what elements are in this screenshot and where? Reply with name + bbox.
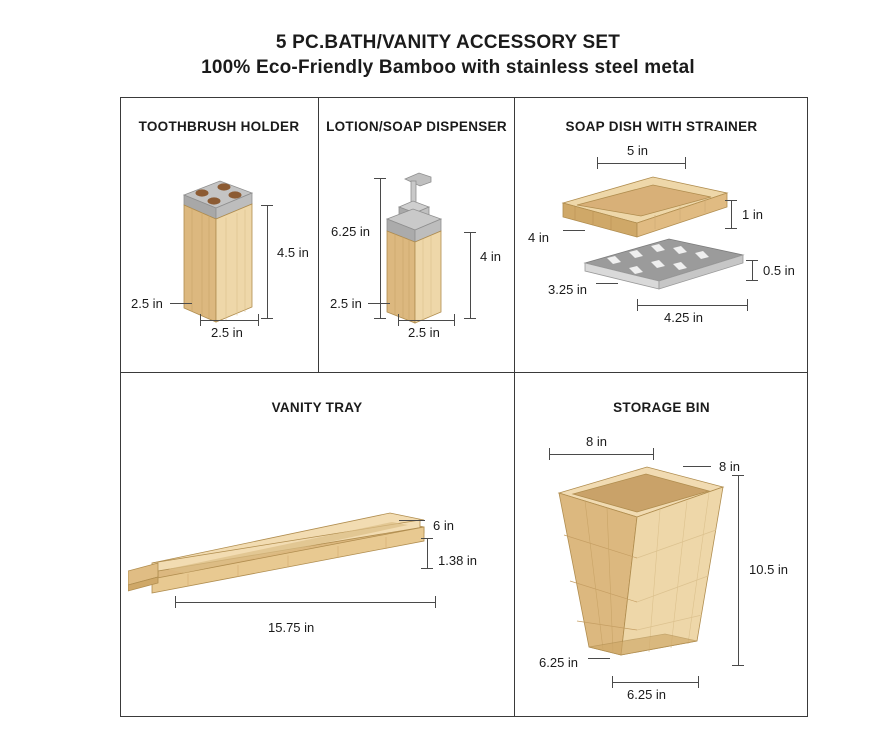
dim-line-tray-height bbox=[427, 538, 428, 568]
dim-line-toothbrush-height bbox=[267, 205, 268, 318]
dim-tick-toothbrush-width-right bbox=[258, 314, 259, 326]
dim-tick-lotion-total-bottom bbox=[374, 318, 386, 319]
dim-tick-lotion-width-right bbox=[454, 314, 455, 326]
dim-toothbrush-height: 4.5 in bbox=[277, 245, 309, 260]
dim-line-lotion-depth bbox=[368, 303, 390, 304]
title-block bbox=[0, 30, 896, 80]
dim-tick-toothbrush-height-top bbox=[261, 205, 273, 206]
dim-line-bin-top-depth bbox=[683, 466, 711, 467]
dim-bin-base-width: 6.25 in bbox=[627, 687, 667, 702]
dim-tray-width: 15.75 in bbox=[268, 620, 315, 635]
dim-strainer-width: 4.25 in bbox=[664, 310, 704, 325]
dim-line-tray-width bbox=[175, 602, 435, 603]
dim-tick-strainer-width-left bbox=[637, 299, 638, 311]
dim-tick-bin-base-width-left bbox=[612, 676, 613, 688]
dim-strainer-depth: 3.25 in bbox=[548, 282, 588, 297]
cell-label-toothbrush-holder: TOOTHBRUSH HOLDER bbox=[138, 119, 300, 134]
dim-soapdish-depth: 4 in bbox=[528, 230, 549, 245]
grid-divider-vertical-1 bbox=[318, 97, 319, 372]
dim-tick-strainer-height-bottom bbox=[746, 280, 758, 281]
dim-tick-soapdish-width-left bbox=[597, 157, 598, 169]
dim-tray-depth: 6 in bbox=[433, 518, 454, 533]
dim-lotion-total-height: 6.25 in bbox=[331, 224, 371, 239]
dim-toothbrush-depth: 2.5 in bbox=[131, 296, 163, 311]
cell-label-vanity-tray: VANITY TRAY bbox=[271, 400, 363, 415]
dim-toothbrush-width: 2.5 in bbox=[211, 325, 243, 340]
page-subtitle: 100% Eco-Friendly Bamboo with stainless steel metal bbox=[201, 57, 695, 78]
dim-line-strainer-height bbox=[752, 260, 753, 280]
dim-tick-strainer-width-right bbox=[747, 299, 748, 311]
dim-line-lotion-body-height bbox=[470, 232, 471, 318]
dim-tick-lotion-total-top bbox=[374, 178, 386, 179]
dim-line-bin-height bbox=[738, 475, 739, 665]
cell-label-lotion-dispenser: LOTION/SOAP DISPENSER bbox=[326, 119, 507, 134]
dim-strainer-height: 0.5 in bbox=[763, 263, 795, 278]
dim-line-lotion-width bbox=[398, 320, 454, 321]
dim-line-tray-depth bbox=[399, 520, 425, 521]
dim-line-strainer-depth bbox=[596, 283, 618, 284]
dim-soapdish-height: 1 in bbox=[742, 207, 763, 222]
dim-line-soapdish-height bbox=[731, 200, 732, 228]
dim-line-lotion-total-height bbox=[380, 178, 381, 318]
dim-line-toothbrush-width bbox=[200, 320, 258, 321]
dim-tick-soapdish-height-top bbox=[725, 200, 737, 201]
cell-label-soap-dish: SOAP DISH WITH STRAINER bbox=[565, 119, 758, 134]
dim-tick-bin-height-bottom bbox=[732, 665, 744, 666]
dim-tick-soapdish-width-right bbox=[685, 157, 686, 169]
dim-lotion-body-height: 4 in bbox=[480, 249, 501, 264]
dim-tick-toothbrush-height-bottom bbox=[261, 318, 273, 319]
dim-tick-lotion-width-left bbox=[398, 314, 399, 326]
dim-tick-bin-top-width-right bbox=[653, 448, 654, 460]
page-title: 5 PC.BATH/VANITY ACCESSORY SET bbox=[275, 32, 621, 53]
vanity-tray-illustration bbox=[128, 505, 448, 615]
dim-lotion-width: 2.5 in bbox=[408, 325, 440, 340]
dim-tick-tray-height-bottom bbox=[421, 568, 433, 569]
dim-bin-height: 10.5 in bbox=[749, 562, 789, 577]
dim-bin-top-depth: 8 in bbox=[719, 459, 740, 474]
dim-tray-height: 1.38 in bbox=[438, 553, 478, 568]
dim-tick-toothbrush-width-left bbox=[200, 314, 201, 326]
dim-line-soapdish-depth bbox=[563, 230, 585, 231]
dim-tick-lotion-body-bottom bbox=[464, 318, 476, 319]
dim-line-bin-top-width bbox=[549, 454, 653, 455]
dim-line-bin-base-depth bbox=[588, 658, 610, 659]
dim-tick-lotion-body-top bbox=[464, 232, 476, 233]
dim-tick-tray-width-left bbox=[175, 596, 176, 608]
dim-line-toothbrush-depth bbox=[170, 303, 192, 304]
dim-bin-top-width: 8 in bbox=[586, 434, 607, 449]
dim-tick-strainer-height-top bbox=[746, 260, 758, 261]
dim-soapdish-width: 5 in bbox=[627, 143, 648, 158]
dim-line-soapdish-width bbox=[597, 163, 685, 164]
grid-divider-vertical-3 bbox=[514, 372, 515, 717]
dim-tick-bin-top-width-left bbox=[549, 448, 550, 460]
dim-lotion-depth: 2.5 in bbox=[330, 296, 362, 311]
dim-tick-tray-width-right bbox=[435, 596, 436, 608]
dim-tick-bin-base-width-right bbox=[698, 676, 699, 688]
cell-label-storage-bin: STORAGE BIN bbox=[613, 400, 710, 415]
grid-divider-vertical-2 bbox=[514, 97, 515, 372]
dim-tick-bin-height-top bbox=[732, 475, 744, 476]
dim-bin-base-depth: 6.25 in bbox=[539, 655, 579, 670]
dim-tick-tray-height-top bbox=[421, 538, 433, 539]
dim-line-bin-base-width bbox=[612, 682, 698, 683]
grid-divider-horizontal bbox=[120, 372, 808, 373]
dim-line-strainer-width bbox=[637, 305, 747, 306]
dim-tick-soapdish-height-bottom bbox=[725, 228, 737, 229]
